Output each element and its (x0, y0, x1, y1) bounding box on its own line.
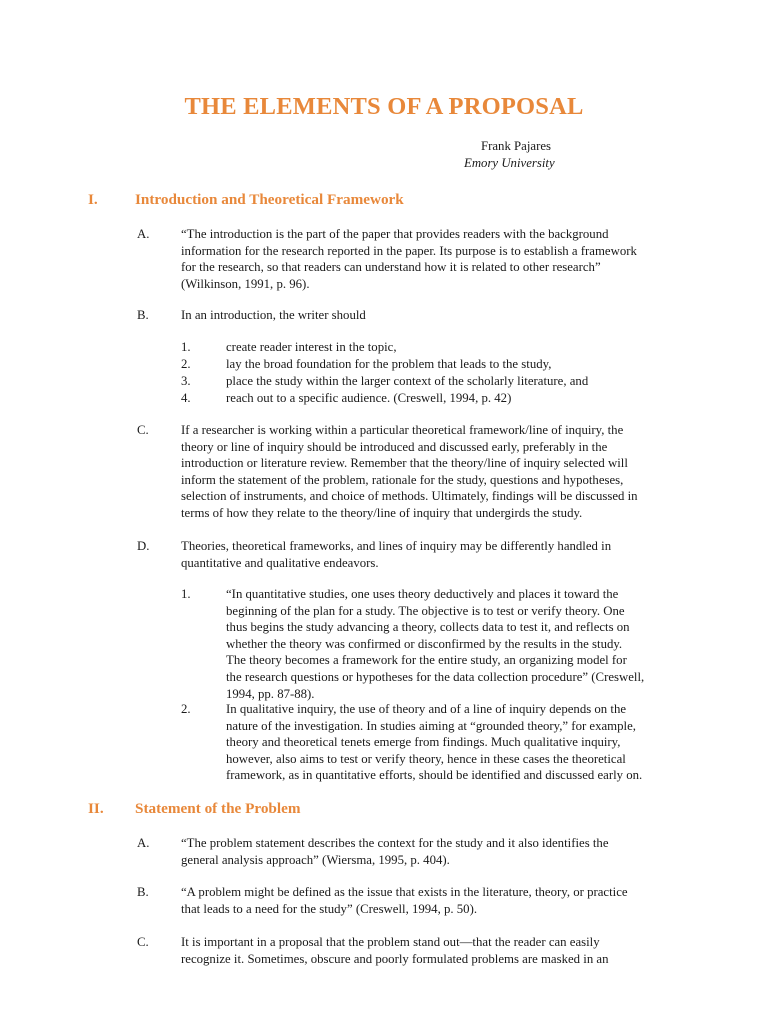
text-line: (Wilkinson, 1991, p. 96). (181, 276, 310, 291)
text-line: lay the broad foundation for the problem that leads to the study, (226, 357, 552, 371)
item-label: A. (137, 227, 150, 241)
text-line: “The problem statement describes the context for the study and it also identifies the (181, 836, 609, 850)
sub-item-number: 3. (181, 374, 191, 388)
text-line: thus begins the study advancing a theory, collects data to test it, and reflects on (226, 620, 630, 635)
author-affiliation: Emory University (464, 156, 555, 170)
text-line: If a researcher is working within a particular theoretical framework/line of inquiry, the (181, 423, 624, 437)
item-label: B. (137, 308, 149, 322)
text-line: for the research, so that readers can understand how it is related to other research” (181, 260, 601, 275)
item-label: B. (137, 885, 149, 899)
sub-item-text (226, 339, 681, 356)
sub-item-number: 2. (181, 702, 191, 716)
text-line: In an introduction, the writer should (181, 308, 366, 322)
sub-item-number: 1. (181, 340, 191, 354)
text-line: general analysis approach” (Wiersma, 1995, p. 404). (181, 852, 450, 867)
item-text (181, 226, 681, 292)
text-line: “The introduction is the part of the paper that provides readers with the background (181, 227, 609, 241)
item-text (181, 307, 681, 324)
text-line: reach out to a specific audience. (Creswell, 1994, p. 42) (226, 391, 512, 405)
item-text (181, 884, 681, 917)
text-line: theory or line of inquiry should be introduced and discussed early, preferably in the (181, 439, 608, 454)
text-line: create reader interest in the topic, (226, 340, 397, 354)
text-line: beginning of the plan for a study. The objective is to test or verify theory. One (226, 603, 625, 618)
text-line: theory and theoretical tenets emerge from findings. Much qualitative inquiry, (226, 735, 621, 750)
section-title: Introduction and Theoretical Framework (135, 191, 404, 208)
text-line: In qualitative inquiry, the use of theory and of a line of inquiry depends on the (226, 702, 627, 716)
text-line: terms of how they relate to the theory/line of inquiry that undergirds the study. (181, 505, 583, 520)
section-number: II. (88, 800, 104, 817)
item-text (181, 934, 681, 967)
sub-item-number: 1. (181, 587, 191, 601)
section-title: Statement of the Problem (135, 800, 301, 817)
text-line: nature of the investigation. In studies aiming at “grounded theory,” for example, (226, 718, 636, 733)
sub-item-text (226, 390, 681, 407)
sub-item-number: 4. (181, 391, 191, 405)
text-line: the research questions or hypotheses for the data collection procedure” (Creswell, (226, 669, 645, 684)
text-line: The theory becomes a framework for the entire study, an organizing model for (226, 653, 627, 668)
text-line: framework, as in quantitative efforts, should be identified and discussed early on. (226, 768, 643, 783)
document-title: THE ELEMENTS OF A PROPOSAL (184, 93, 584, 120)
author-name: Frank Pajares (481, 139, 552, 153)
text-line: “In quantitative studies, one uses theory deductively and places it toward the (226, 587, 619, 601)
text-line: whether the theory was confirmed or disconfirmed by the results in the study. (226, 636, 623, 651)
sub-item-text (226, 356, 681, 373)
text-line: recognize it. Sometimes, obscure and poorly formulated problems are masked in an (181, 951, 609, 966)
item-text (181, 422, 681, 522)
text-line: information for the research reported in the paper. Its purpose is to establish a framework (181, 243, 637, 258)
item-label: A. (137, 836, 150, 850)
sub-item-text (226, 586, 681, 702)
text-line: 1994, pp. 87-88). (226, 686, 315, 701)
text-line: selection of instruments, and choice of methods. Ultimately, findings will be discussed in (181, 489, 638, 504)
sub-item-number: 2. (181, 357, 191, 371)
text-line: introduction or literature review. Remember that the theory/line of inquiry selected will (181, 456, 628, 471)
section-number: I. (88, 191, 98, 208)
sub-item-text (226, 373, 681, 390)
item-label: C. (137, 423, 149, 437)
item-label: D. (137, 539, 150, 553)
item-text (181, 538, 681, 571)
text-line: quantitative and qualitative endeavors. (181, 555, 379, 570)
text-line: It is important in a proposal that the problem stand out—that the reader can easily (181, 935, 600, 949)
text-line: however, also aims to test or verify theory, hence in these cases the theoretical (226, 751, 626, 766)
text-line: inform the statement of the problem, rationale for the study, questions and hypotheses, (181, 472, 624, 487)
text-line: place the study within the larger context of the scholarly literature, and (226, 374, 589, 388)
text-line: that leads to a need for the study” (Creswell, 1994, p. 50). (181, 901, 478, 916)
sub-item-text (226, 701, 681, 784)
item-label: C. (137, 935, 149, 949)
item-text (181, 835, 681, 868)
text-line: “A problem might be defined as the issue that exists in the literature, theory, or practice (181, 885, 628, 899)
text-line: Theories, theoretical frameworks, and lines of inquiry may be differently handled in (181, 539, 612, 553)
